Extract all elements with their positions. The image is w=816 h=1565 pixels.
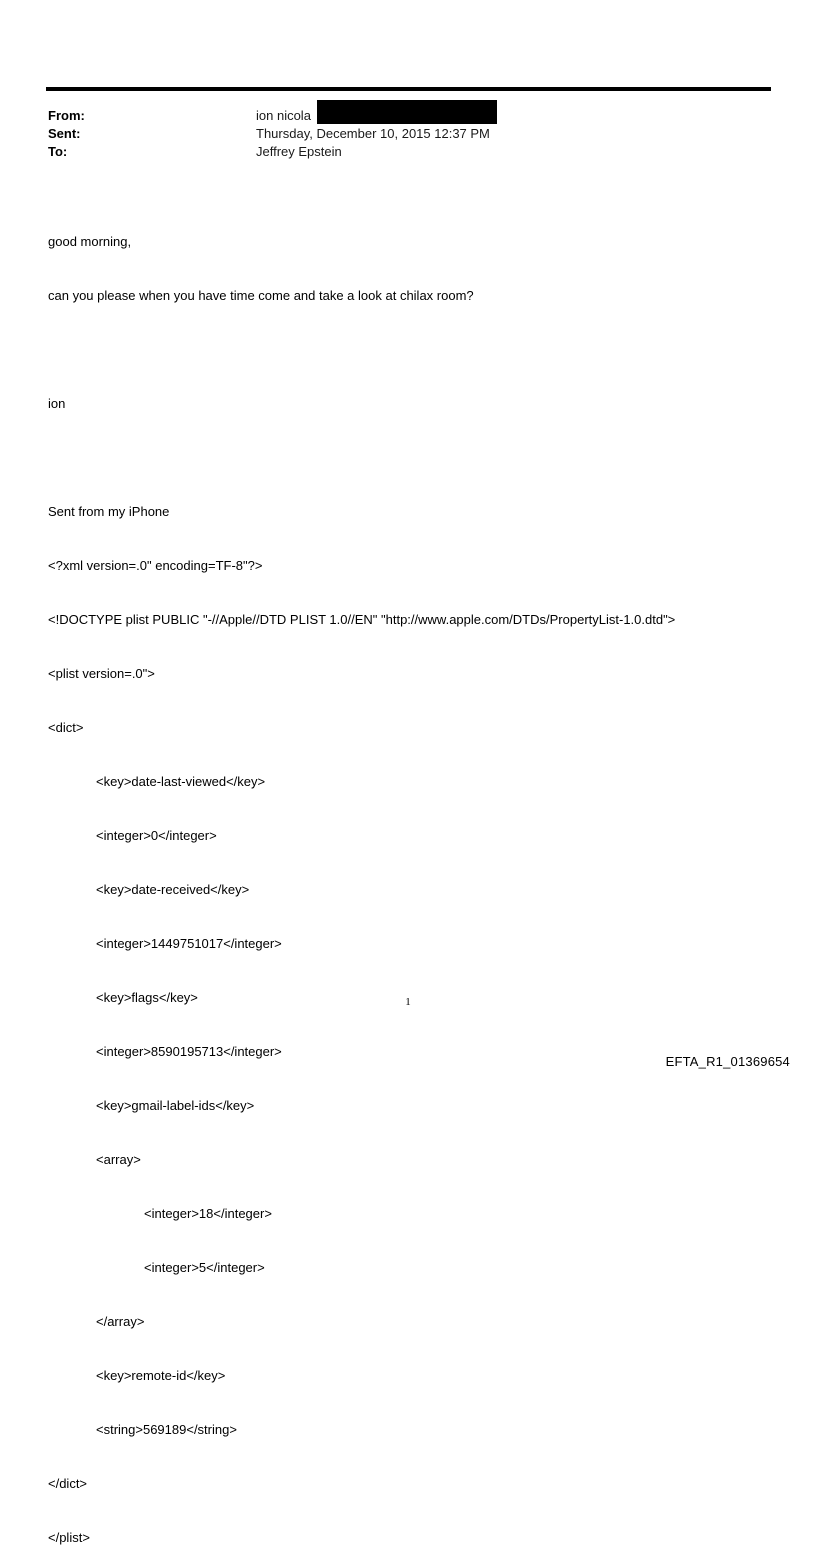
to-label: To:: [48, 144, 68, 159]
greeting-line: good morning,: [48, 234, 132, 249]
sender-name: ion nicola: [256, 108, 311, 123]
to-value: Jeffrey Epstein: [256, 144, 342, 159]
plist-value-line: <integer>1449751017</integer>: [96, 936, 282, 951]
sent-from-line: Sent from my iPhone: [48, 504, 170, 519]
plist-key-line: <key>remote-id</key>: [96, 1368, 226, 1383]
email-header: [48, 107, 748, 161]
redaction-bar: [317, 100, 497, 124]
blank-line: [48, 449, 788, 467]
array-item: <integer>5</integer>: [144, 1260, 265, 1275]
from-value: [256, 107, 497, 125]
plist-key-line: <key>date-last-viewed</key>: [96, 774, 266, 789]
plist-value-line: <integer>0</integer>: [96, 828, 217, 843]
blank-line: [48, 341, 788, 359]
plist-doctype: <!DOCTYPE plist PUBLIC "-//Apple//DTD PLIST 1.0//EN" "http://www.apple.com/DTDs/PropertyList-1.0.dtd">: [48, 612, 676, 627]
plist-open: <plist version=.0">: [48, 666, 155, 681]
array-open: <array>: [96, 1152, 141, 1167]
to-row: [48, 143, 748, 161]
signature-line: ion: [48, 396, 66, 411]
sent-label: Sent:: [48, 126, 81, 141]
plist-key-line: <key>flags</key>: [96, 990, 198, 1005]
plist-xml-declaration: <?xml version=.0" encoding=TF-8"?>: [48, 558, 263, 573]
from-label: From:: [48, 108, 85, 123]
plist-key-line: <key>date-received</key>: [96, 882, 250, 897]
dict-open: <dict>: [48, 720, 84, 735]
plist-value-line: <integer>8590195713</integer>: [96, 1044, 282, 1059]
from-row: [48, 107, 748, 125]
request-line: can you please when you have time come and take a look at chilax room?: [48, 288, 474, 303]
plist-value-line: <string>569189</string>: [96, 1422, 237, 1437]
dict-close: </dict>: [48, 1476, 88, 1491]
header-divider: [46, 87, 771, 91]
plist-close: </plist>: [48, 1530, 90, 1545]
bates-number: EFTA_R1_01369654: [665, 1054, 790, 1069]
sent-value: Thursday, December 10, 2015 12:37 PM: [256, 126, 490, 141]
array-close: </array>: [96, 1314, 145, 1329]
plist-key-line: <key>gmail-label-ids</key>: [96, 1098, 255, 1113]
array-item: <integer>18</integer>: [144, 1206, 272, 1221]
sent-row: [48, 125, 748, 143]
email-body: [48, 197, 788, 1565]
page-number: 1: [405, 996, 411, 1008]
